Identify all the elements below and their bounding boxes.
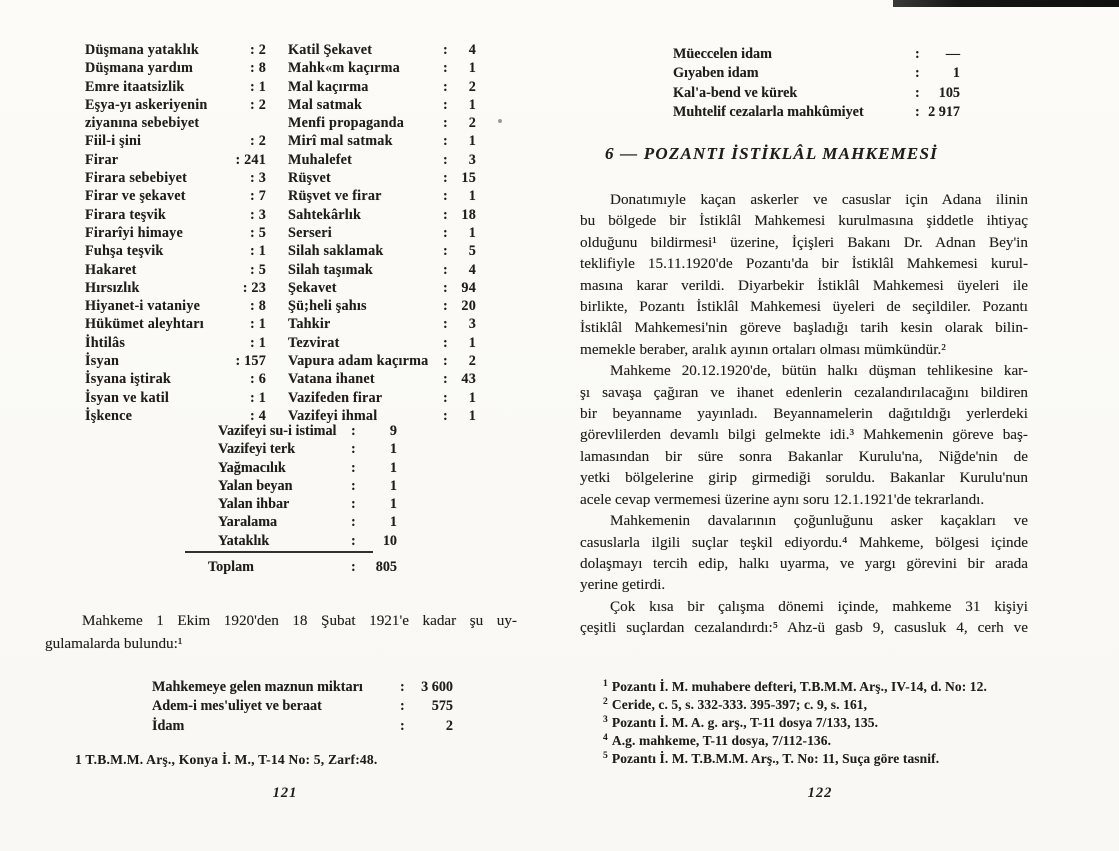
row-label: Adem-i mes'uliyet ve beraat [152,698,322,715]
row-value [443,370,476,388]
footnote-line: $^3$ Pozantı İ. M. A. g. arş., T-11 dosya 7/133, 135. [603,714,879,730]
row-number: 15 [461,170,476,187]
row-label: Yalan beyan [218,477,293,494]
row-value [351,422,397,440]
row-number: 2 [468,353,476,370]
row-value [915,45,960,64]
row-label: Eşya-yı askeriyenin [85,96,208,113]
row-number: 18 [461,206,476,223]
outcome-table-left [152,678,453,736]
row-label: Firara teşvik [85,206,167,223]
row-label: Mahk«m kaçırma [288,60,400,77]
colon: : [915,84,920,101]
row-label: Vazifeden firar [288,389,383,406]
table-row [85,242,266,260]
row-value: : 23 [242,279,266,296]
colon: : [351,477,356,494]
table-row [288,261,476,279]
colon: : [443,188,448,205]
paragraph-4 [580,596,1028,639]
table-row [85,41,266,59]
row-label: Şekavet [288,279,337,296]
row-value: : 3 [250,170,266,187]
colon: : [443,316,448,333]
table-row [288,279,476,297]
table-row [152,678,453,697]
table-row [208,532,397,550]
colon: : [443,261,448,278]
row-value [443,389,476,407]
row-label: Vapura adam kaçırma [288,353,429,370]
row-label: Yalan ihbar [218,496,290,513]
row-value: : 5 [250,224,266,241]
row-label: İhtilâs [85,334,126,351]
row-number: 1 [389,441,397,458]
text-line: yerine getirdi. [580,576,666,594]
table-row [288,334,476,352]
row-label: Hükümet aleyhtarı [85,316,204,333]
text-line: Donatımıyle kaçan askerler ve casuslar için Adana ilinin [610,191,1028,208]
row-label: İşkence [85,407,133,424]
text-line: Mahkeme 20.12.1920'de, bütün halkı düşman tehlikesine kar- [610,362,1028,380]
text-line: bu bölgede bir İstiklâl Mahkemesi kurulmasına şiddetle ihtiyaç [580,212,1028,230]
table-row [208,440,397,458]
row-number: 1 [389,459,397,476]
row-label: Hırsızlık [85,279,140,296]
table-row [288,297,476,315]
table-row [208,477,397,495]
row-label: Rüşvet [288,170,331,187]
row-number: 1 [468,389,476,406]
page-number: 121 [272,785,298,801]
footnote-marker: 3 [603,714,608,725]
total-number: 805 [375,559,397,575]
colon: : [915,65,920,82]
row-value [443,206,476,224]
table-row [288,315,476,333]
table-row [152,717,453,736]
row-value [351,513,397,531]
row-value [443,187,476,205]
row-label: Yağmacılık [218,459,286,476]
table-row [288,114,476,132]
row-value: : 6 [250,371,266,388]
row-number: 1 [468,133,476,150]
table-row [288,242,476,260]
colon: : [443,243,448,260]
row-label: Tezvirat [288,334,340,351]
row-label: Muhalefet [288,151,353,168]
row-label: İsyan [85,353,120,370]
row-number: 4 [468,42,476,58]
table-row [673,64,960,83]
row-value [443,96,476,114]
row-label: İdam [152,717,185,734]
row-number: 43 [461,371,476,388]
text-line: İstiklâl Mahkemesi'nin göreve başladığı tarih kesin olarak bilin- [580,319,1028,337]
row-label: Silah saklamak [288,243,384,260]
colon: : [443,96,448,113]
text-line: bir beyanname yayınladı. Beyannamelerin dağıtıldığı yerlerdeki [580,405,1028,423]
outcome-table-right [673,45,960,122]
table-row [208,495,397,513]
table-row [85,187,266,205]
table-row [85,334,266,352]
colon: : [351,532,356,549]
row-value: : 8 [250,60,266,77]
table-row [85,279,266,297]
colon: : [443,151,448,168]
row-label: Menfi propaganda [288,115,405,132]
row-number: 1 [468,188,476,205]
row-value [915,64,960,83]
crime-table-column-2 [288,41,476,425]
row-label: Sahtekârlık [288,206,362,223]
page-122 [560,0,1119,851]
row-number: 5 [468,243,476,260]
row-number: 1 [468,334,476,351]
text-line: şı savaşa çağıran ve ihanet edenlerin cezalandırılacağını bildiren [580,383,1028,401]
row-value [443,78,476,96]
row-label: Mirî mal satmak [288,133,393,150]
table-row [85,261,266,279]
paragraph-3 [580,510,1028,596]
table-rule [185,551,373,553]
table-row [288,352,476,370]
text-line: çeşitli suçlardan cezalandırdı:⁵ Ahz-ü gasb 9, casusluk 4, cerh ve [580,619,1028,637]
text-line: dolaşmayı tercih edip, halkı uyarma, ve yargı görevini bir arada [580,554,1028,572]
row-value: : 8 [250,298,266,315]
text-line: teklifiyle 15.11.1920'de Pozantı'da bir İstiklâl Mahkemesi kurul- [580,255,1028,273]
text-line: olduğunu bildirmesi¹ üzerine, İçişleri Bakanı Dr. Adnan Bey'in [580,233,1028,251]
row-label: Firara sebebiyet [85,170,188,187]
row-value [915,84,960,103]
row-value [443,41,476,59]
table-row [288,206,476,224]
table-row [673,45,960,64]
table-row [85,59,266,77]
colon: : [443,224,448,241]
text-line: Mahkemenin davalarının çoğunluğunu asker kaçakları ve [610,512,1028,530]
row-value [443,151,476,169]
row-value [443,334,476,352]
row-number: 1 [468,407,476,424]
row-number: 3 [468,151,476,168]
row-label: Mal kaçırma [288,78,369,95]
row-value: : 5 [250,261,266,278]
row-label: Rüşvet ve firar [288,188,382,205]
row-number: 4 [468,261,476,278]
row-number: 1 [952,65,960,82]
footnote: 1 T.B.M.M. Arş., Konya İ. M., T-14 No: 5, Zarf:48. [75,752,378,767]
row-label: Hiyanet-i vataniye [85,298,201,315]
row-label: Kal'a-bend ve kürek [673,84,798,101]
table-row [85,297,266,315]
row-value: : 1 [250,316,266,333]
table-row [208,513,397,531]
table-row [288,78,476,96]
colon: : [443,371,448,388]
footnote-marker: 2 [603,696,608,707]
row-number: 105 [938,84,960,101]
text-line: memekle beraber, aralık ayının ortaları olması mümkündür.² [580,340,946,358]
row-number: 575 [431,698,453,715]
row-label: Yataklık [218,532,270,549]
row-value: : 1 [250,389,266,406]
footnotes [603,678,1075,768]
table-row [85,151,266,169]
row-label: Yaralama [218,514,278,531]
row-label: Emre itaatsizlik [85,78,185,95]
footnote-marker: 1 [603,678,608,689]
row-label: Silah taşımak [288,261,373,278]
row-label: Mal satmak [288,96,363,113]
row-value: : 157 [235,353,266,370]
table-row [288,389,476,407]
table-row [288,41,476,59]
colon: : [443,298,448,315]
table-row [673,103,960,122]
colon: : [443,334,448,351]
row-value [443,59,476,77]
footnote-line: $^1$ Pozantı İ. M. muhabere defteri, T.B.M.M. Arş., IV-14, d. No: 12. [603,678,987,694]
row-value [443,279,476,297]
row-label: Katil Şekavet [288,42,373,58]
row-number: 1 [468,224,476,241]
row-value: : 1 [250,243,266,260]
total-row [208,557,397,577]
row-number: 2 [468,78,476,95]
table-row [288,59,476,77]
text-line: gulamalarda bulundu:¹ [45,635,183,652]
row-value: : 4 [250,407,266,424]
row-label: Şü;heli şahıs [288,298,367,315]
row-value: : 7 [250,188,266,205]
row-value: : 1 [250,78,266,95]
row-label: İsyan ve katil [85,389,169,406]
text-line: lamasından bir süre sonra Bakanlar Kurulu'na, Niğde'nin de [580,447,1028,465]
row-label: Firar [85,151,119,168]
row-label: Fiil-i şini [85,133,142,150]
row-value [400,717,453,736]
colon: : [351,423,356,439]
table-row [673,84,960,103]
colon: : [351,559,356,575]
row-label: Vatana ihanet [288,371,375,388]
table-row [288,187,476,205]
row-number: — [945,46,960,62]
row-value [443,114,476,132]
table-row [85,352,266,370]
row-number: 20 [461,298,476,315]
text-line: casuslarla ilgili suçlar teşkil ediyordu.⁴ Mahkeme, bölgesi içinde [580,533,1028,551]
table-row [85,224,266,242]
footnote-marker: 5 [603,750,608,761]
crime-table-tail [208,422,397,550]
row-number: 2 [445,717,453,734]
section-heading: 6 — POZANTI İSTİKLÂL MAHKEMESİ [605,144,938,163]
row-label: Tahkir [288,316,331,333]
colon: : [443,42,448,58]
table-row [85,169,266,187]
row-value [351,477,397,495]
row-number: 1 [389,477,397,494]
row-value [443,224,476,242]
table-row [85,78,266,96]
row-number: 1 [389,496,397,513]
colon: : [351,514,356,531]
row-label: Gıyaben idam [673,65,759,82]
colon: : [915,46,920,62]
left-paragraph [45,609,517,655]
row-value [915,103,960,122]
row-label: Vazifeyi terk [218,441,296,458]
row-value [443,407,476,425]
footnote-marker: 4 [603,732,608,743]
row-label: Düşmana yataklık [85,42,199,58]
row-value [400,697,453,716]
row-value [443,352,476,370]
table-row [288,370,476,388]
text-line: görevlilerden devamlı bilgi gelmekte idi.³ Mahkemenin göreve baş- [580,426,1028,444]
colon: : [443,279,448,296]
row-label: Muhtelif cezalarla mahkûmiyet [673,103,864,120]
table-row [208,459,397,477]
table-row [152,697,453,716]
row-value [351,440,397,458]
text-line: birlikte, Pozantı İstiklâl Mahkemesi üyeleri de seçildiler. Pozantı [580,298,1028,316]
row-value: : 2 [250,133,266,150]
row-number: 1 [468,96,476,113]
colon: : [351,459,356,476]
row-value: : 1 [250,334,266,351]
row-label: Firarîyi himaye [85,224,183,241]
table-row [85,132,266,150]
colon: : [351,441,356,458]
colon: : [443,407,448,424]
colon: : [400,717,405,734]
row-number: 9 [389,423,397,439]
footnote-line: $^5$ Pozantı İ. M. T.B.M.M. Arş., T. No: 11, Suça göre tasnif. [603,750,940,766]
row-label: Vazifeyi ihmal [288,407,378,424]
row-value: : 2 [250,96,266,113]
row-value [351,495,397,513]
table-row [288,169,476,187]
colon: : [443,115,448,132]
row-number: 1 [468,60,476,77]
table-row [85,389,266,407]
table-row [85,370,266,388]
row-label: Mahkemeye gelen maznun miktarı [152,679,363,695]
row-number: 3 600 [421,679,453,695]
table-row [208,422,397,440]
row-value [400,678,453,697]
page-number: 122 [807,785,833,801]
colon: : [443,389,448,406]
table-row [288,132,476,150]
row-number: 3 [468,316,476,333]
table-row [288,224,476,242]
text-line: Mahkeme 1 Ekim 1920'den 18 Şubat 1921'e kadar şu uy- [82,612,517,629]
text-line: Çok kısa bir çalışma dönemi içinde, mahkeme 31 kişiyi [610,597,1028,615]
row-label: Serseri [288,224,332,241]
row-label: Hakaret [85,261,137,278]
row-value [351,459,397,477]
table-row [85,114,266,132]
table-row [85,315,266,333]
row-value: : 2 [250,42,266,58]
table-row [85,206,266,224]
row-number: 10 [382,532,397,549]
row-number: 2 [468,115,476,132]
row-label: Fuhşa teşvik [85,243,164,260]
paragraph-2 [580,360,1028,510]
row-value: : 3 [250,206,266,223]
row-number: 1 [389,514,397,531]
colon: : [400,679,405,695]
row-number: 94 [461,279,476,296]
footnote-line: $^4$ A.g. mahkeme, T-11 dosya, 7/112-136. [603,732,832,748]
table-row [85,96,266,114]
row-value [443,297,476,315]
body-text [580,189,1028,639]
row-value [443,132,476,150]
row-value: : 241 [235,151,266,168]
row-label: Müeccelen idam [673,46,772,62]
table-row [288,151,476,169]
colon: : [443,353,448,370]
colon: : [400,698,405,715]
row-number: 2 917 [928,103,960,120]
row-label: İsyana iştirak [85,371,171,388]
row-value [443,261,476,279]
colon: : [443,60,448,77]
row-label: Firar ve şekavet [85,188,186,205]
colon: : [443,170,448,187]
total-label: Toplam [208,559,254,575]
colon: : [443,206,448,223]
row-value [443,315,476,333]
crime-table-column-1 [85,41,266,425]
table-row [288,96,476,114]
colon: : [915,103,920,120]
row-value [351,532,397,550]
row-label: Düşmana yardım [85,60,194,77]
total-value [351,557,397,577]
colon: : [351,496,356,513]
row-label: Vazifeyi su-i istimal [218,423,337,439]
colon: : [443,133,448,150]
footnote-line: $^2$ Ceride, c. 5, s. 332-333. 395-397; c. 9, s. 161, [603,696,868,712]
row-value [443,242,476,260]
row-value [443,169,476,187]
text-line: yetki bölgelerine girip girmediği soruldu. Bakanlar Kurulu'nun [580,469,1028,487]
text-line: masına karar verildi. Diyarbekir İstiklâl Mahkemesi üyeleri ile [580,276,1028,294]
colon: : [443,78,448,95]
text-line: acele cevap vermemesi üzerine aynı soru 12.1.1921'de tekrarlandı. [580,490,985,508]
row-label: ziyanına sebebiyet [85,115,200,132]
paragraph-1 [580,189,1028,360]
